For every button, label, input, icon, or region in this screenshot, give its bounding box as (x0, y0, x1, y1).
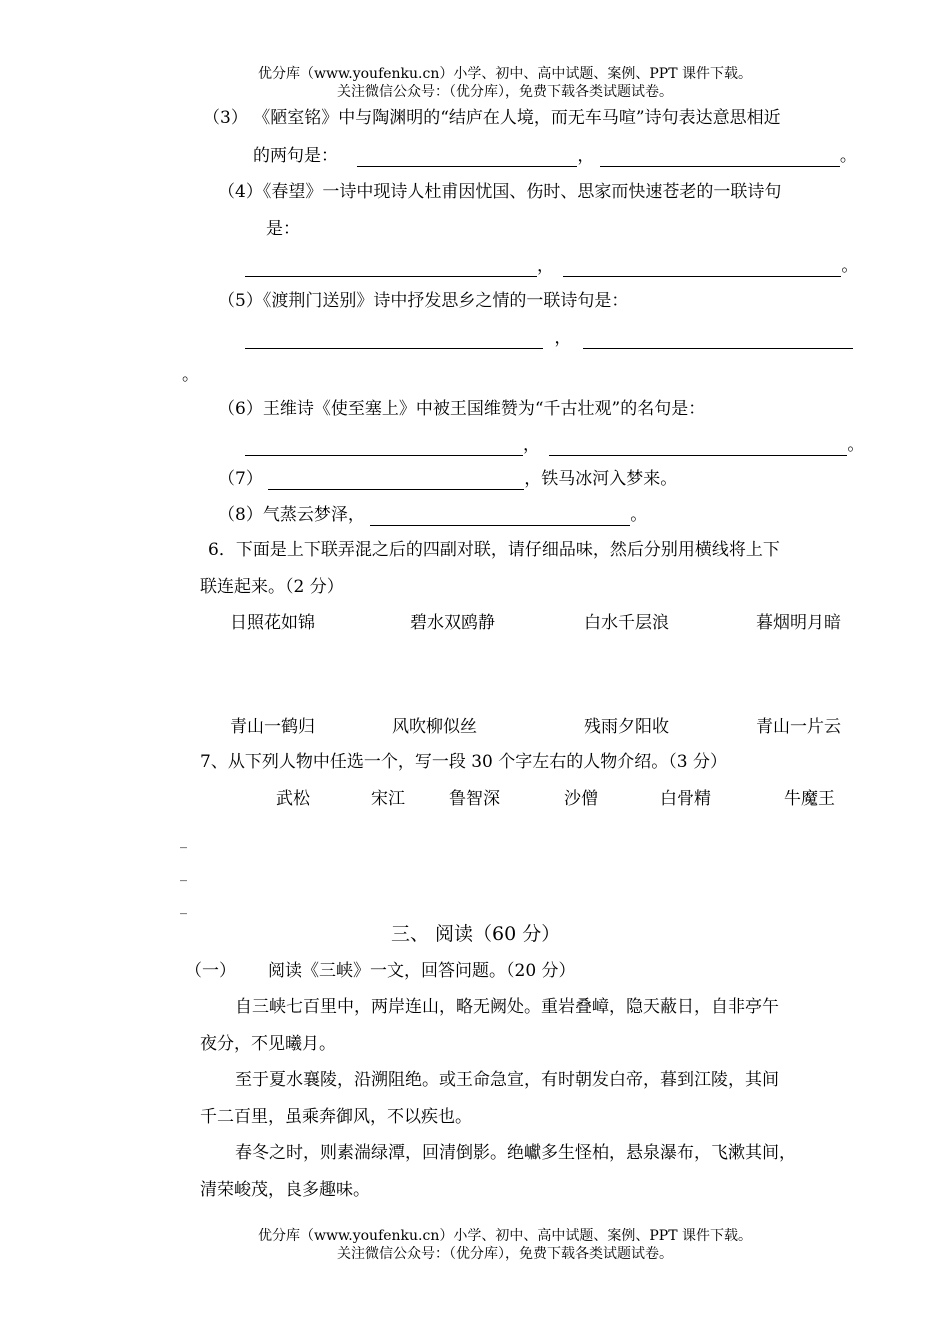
passage-para1-line2: 夜分，不见曦月。 (200, 1034, 336, 1054)
passage-para2-line1: 至于夏水襄陵，沿溯阻绝。或王命急宣，有时朝发白帝，暮到江陵，其间 (235, 1070, 779, 1090)
comma: ， (537, 256, 554, 276)
q5-item5-period: 。 (182, 365, 199, 385)
answer-blank[interactable] (583, 347, 853, 349)
comma: ， (523, 435, 540, 455)
answer-mark[interactable]: _ (180, 833, 187, 849)
period: 。 (630, 505, 648, 525)
period: 。 (841, 256, 859, 276)
answer-blank[interactable] (357, 165, 577, 167)
couplet-upper-2[interactable]: 碧水双鸥静 (410, 613, 495, 633)
page-header-line1: 优分库（www.youfenku.cn）小学、初中、高中试题、案例、PPT 课件下载。 (257, 66, 752, 82)
passage-para3-line1: 春冬之时，则素湍绿潭，回清倒影。绝巘多生怪柏，悬泉瀑布，飞漱其间， (235, 1143, 796, 1163)
answer-blank[interactable] (600, 165, 840, 167)
period: 。 (847, 435, 865, 455)
couplet-lower-1[interactable]: 青山一鹤归 (230, 717, 315, 737)
section-title: 三、 阅读（60 分） (391, 923, 561, 945)
q6-line1: 6．下面是上下联弄混之后的四副对联，请仔细品味，然后分别用横线将上下 (208, 540, 780, 560)
passage-para2-line2: 千二百里，虽乘奔御风，不以疾也。 (200, 1107, 472, 1127)
q5-item5-answer-line (245, 327, 853, 349)
passage-para3-line2: 清荣峻茂，良多趣味。 (200, 1180, 370, 1200)
q5-item6-line1: （6）王维诗《使至塞上》中被王国维赞为“千古壮观”的名句是： (218, 399, 706, 419)
q5-item7-prefix: （7） (218, 469, 263, 489)
passage-para1-line1: 自三峡七百里中，两岸连山，略无阙处。重岩叠嶂，隐天蔽日，自非亭午 (235, 997, 779, 1017)
answer-mark[interactable]: _ (180, 866, 187, 882)
character-4[interactable]: 沙僧 (564, 789, 598, 809)
page-footer-line2: 关注微信公众号：（优分库），免费下载各类试题试卷。 (337, 1246, 673, 1262)
comma: ， (577, 146, 595, 166)
couplet-upper-1[interactable]: 日照花如锦 (230, 613, 315, 633)
part1-text: 阅读《三峡》一文，回答问题。（20 分） (268, 961, 576, 981)
couplet-upper-3[interactable]: 白水千层浪 (584, 613, 669, 633)
comma: ， (554, 328, 572, 348)
part1-label: （一） (185, 961, 236, 981)
q5-item8-prefix: （8）气蒸云梦泽， (218, 505, 365, 525)
q7-line1: 7、从下列人物中任选一个，写一段 30 个字左右的人物介绍。（3 分） (200, 752, 727, 772)
q5-item7-line (218, 468, 677, 490)
answer-blank[interactable] (245, 454, 523, 456)
couplet-upper-4[interactable]: 暮烟明月暗 (756, 613, 841, 633)
answer-blank[interactable] (245, 347, 543, 349)
character-2[interactable]: 宋江 (371, 789, 405, 809)
couplet-lower-3[interactable]: 残雨夕阳收 (584, 717, 669, 737)
page-footer-line1: 优分库（www.youfenku.cn）小学、初中、高中试题、案例、PPT 课件下载。 (257, 1228, 752, 1244)
couplet-lower-4[interactable]: 青山一片云 (756, 717, 841, 737)
character-5[interactable]: 白骨精 (660, 789, 711, 809)
character-1[interactable]: 武松 (276, 789, 310, 809)
answer-blank[interactable] (563, 275, 841, 277)
period: 。 (839, 146, 857, 166)
q5-item3-prefix: 的两句是： (253, 146, 338, 166)
q5-item4-line1: （4）《春望》一诗中现诗人杜甫因忧国、伤时、思家而快速苍老的一联诗句 (218, 182, 782, 202)
answer-blank[interactable] (370, 524, 630, 526)
answer-blank[interactable] (549, 454, 847, 456)
q5-item3-line2 (253, 145, 857, 167)
character-3[interactable]: 鲁智深 (449, 789, 500, 809)
q5-item4-answer-line (245, 255, 858, 277)
answer-blank[interactable] (268, 488, 524, 490)
q5-item6-answer-line (245, 434, 864, 456)
q5-item8-line (218, 504, 647, 526)
answer-mark[interactable]: _ (180, 899, 187, 915)
q5-item5-line1: （5）《渡荆门送别》诗中抒发思乡之情的一联诗句是： (218, 291, 629, 311)
q5-item4-line2: 是： (266, 219, 300, 239)
q6-line2: 联连起来。（2 分） (200, 577, 344, 597)
q5-item3-line1: （3） 《陋室铭》中与陶渊明的“结庐在人境，而无车马喧”诗句表达意思相近 (203, 108, 781, 128)
couplet-lower-2[interactable]: 风吹柳似丝 (392, 717, 477, 737)
page-header-line2: 关注微信公众号：（优分库），免费下载各类试题试卷。 (337, 84, 673, 100)
answer-blank[interactable] (245, 275, 537, 277)
character-6[interactable]: 牛魔王 (784, 789, 835, 809)
q5-item7-suffix: ，铁马冰河入梦来。 (524, 469, 678, 489)
